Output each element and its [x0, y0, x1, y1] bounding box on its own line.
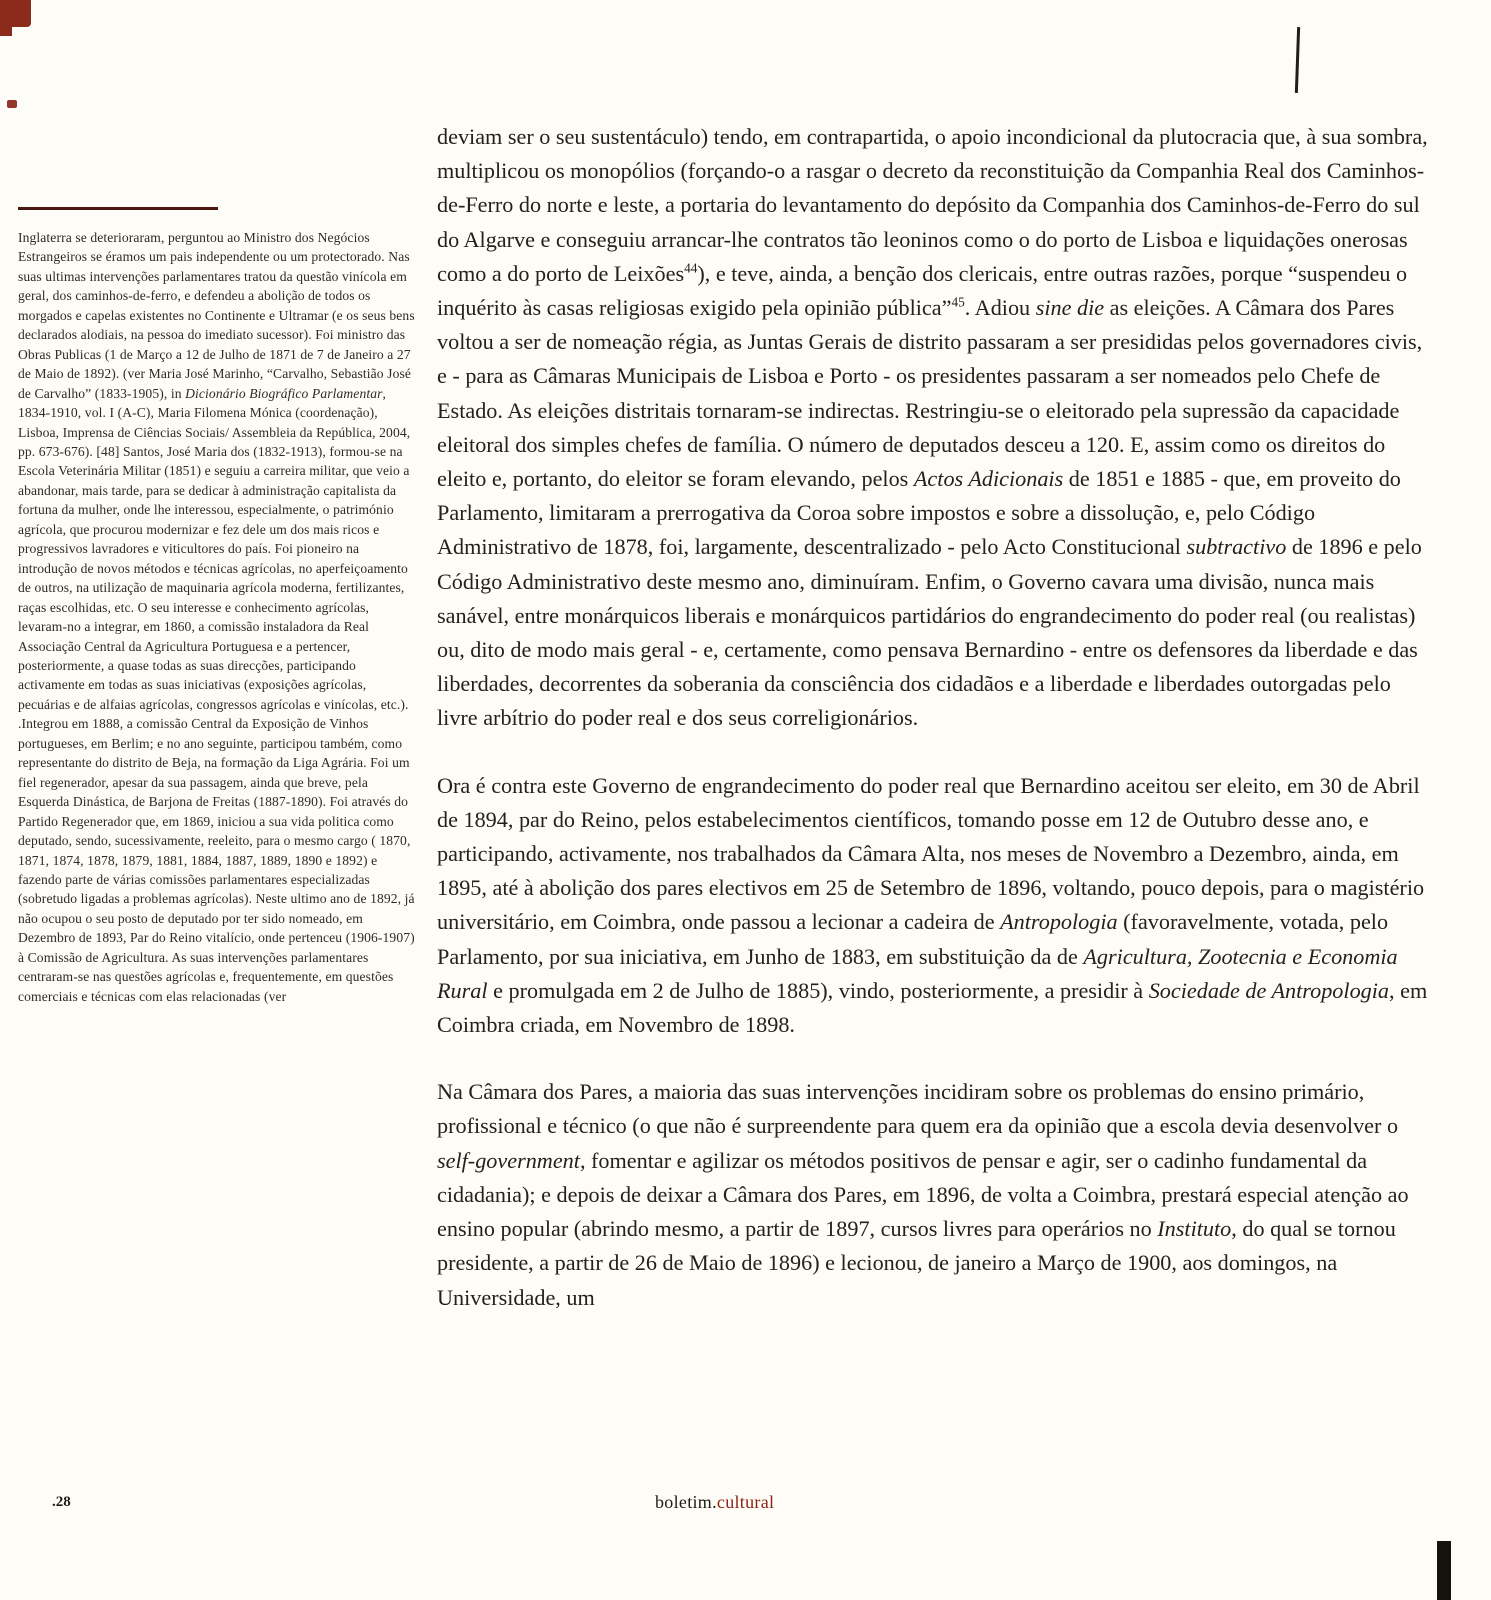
- scan-artifact-top-left-corner: [0, 0, 31, 27]
- body-text-column: [437, 120, 1435, 1348]
- journal-title-black: boletim.: [655, 1492, 717, 1512]
- paragraph: Na Câmara dos Pares, a maioria das suas intervenções incidiram sobre os problemas do ensino primário, profissional e técnico (o que não é surpreendente para quem era da opinião que a escola devia desenvolver o self-government, fomentar e agilizar os métodos positivos de pensar e agir, ser o cadinho fundamental da cidadania); e depois de deixar a Câmara dos Pares, em 1896, de volta a Coimbra, prestará especial atenção ao ensino popular (abrindo mesmo, a partir de 1897, cursos livres para operários no Instituto, do qual se tornou presidente, a partir de 26 de Maio de 1896) e lecionou, de janeiro a Março de 1900, aos domingos, na Universidade, um: [437, 1079, 1409, 1310]
- scan-artifact-bottom-right-bar: [1437, 1541, 1451, 1600]
- page-number: .28: [52, 1494, 71, 1510]
- journal-title-red: cultural: [716, 1492, 775, 1512]
- paragraph: Ora é contra este Governo de engrandecimento do poder real que Bernardino aceitou ser eleito, em 30 de Abril de 1894, par do Reino, pelos estabelecimentos científicos, tomando posse em 12 de Outubro desse ano, e participando, activamente, nos trabalhados da Câmara Alta, nos meses de Novembro a Dezembro, ainda, em 1895, até à abolição dos pares electivos em 25 de Setembro de 1896, voltando, pouco depois, para o magistério universitário, em Coimbra, onde passou a lecionar a cadeira de Antropologia (favoravelmente, votada, pelo Parlamento, por sua iniciativa, em Junho de 1883, em substituição da de Agricultura, Zootecnia e Economia Rural e promulgada em 2 de Julho de 1885), vindo, posteriormente, a presidir à Sociedade de Antropologia, em Coimbra criada, em Novembro de 1898.: [437, 772, 1428, 1038]
- scan-artifact-left-edge-dash: [7, 100, 17, 108]
- scan-artifact-top-right-line: [1295, 27, 1300, 93]
- paragraph: deviam ser o seu sustentáculo) tendo, em contrapartida, o apoio incondicional da plutocracia que, à sua sombra, multiplicou os monopólios (forçando-o a rasgar o decreto da reconstituição da Companhia Real dos Caminhos-de-Ferro do norte e leste, a portaria do levantamento do depósito da Companhia dos Caminhos-de-Ferro do sul do Algarve e conseguiu arrancar-lhe contratos tão leoninos como o do porto de Lisboa e liquidações onerosas como a do porto de Leixões$^{44}$), e teve, ainda, a benção dos clericais, entre outras razões, porque “suspendeu o inquérito às casas religiosas exigido pela opinião pública”$^{45}$. Adiou sine die as eleições. A Câmara dos Pares voltou a ser de nomeação régia, as Juntas Gerais de distrito passaram a ser presididas pelos governadores civis, e - para as Câmaras Municipais de Lisboa e Porto - os presidentes passaram a ser nomeados pelo Chefe de Estado. As eleições distritais tornaram-se indirectas. Restringiu-se o eleitorado pela supressão da capacidade eleitoral dos simples chefes de família. O número de deputados desceu a 120. E, assim como os direitos do eleito e, portanto, do eleitor se foram elevando, pelos Actos Adicionais de 1851 e 1885 - que, em proveito do Parlamento, limitaram a prerrogativa da Coroa sobre impostos e sobre a dissolução, e, pelo Código Administrativo de 1878, foi, largamente, descentralizado - pelo Acto Constitucional subtractivo de 1896 e pelo Código Administrativo deste mesmo ano, diminuíram. Enfim, o Governo cavara uma divisão, nunca mais sanável, entre monárquicos liberais e monárquicos partidários do engrandecimento do poder real (ou realistas) ou, dito de modo mais geral - e, certamente, como pensava Bernardino - entre os defensores da liberdade e das liberdades, decorrentes da soberania da consciência dos cidadãos e a liberdade e liberdades outorgadas pelo livre arbítrio do poder real e dos seus correligionários.: [437, 124, 1428, 731]
- journal-title: [655, 1492, 774, 1513]
- footnote-separator-rule: [18, 207, 218, 210]
- footnote-column: Inglaterra se deterioraram, perguntou ao Ministro dos Negócios Estrangeiros se éramos um pais independente ou um protectorado. Nas suas ultimas intervenções parlamentares tratou da questão vinícola em geral, dos caminhos-de-ferro, e defendeu a abolição de todos os morgados e capelas existentes no Continente e Ultramar (e os seus bens declarados alodiais, na pessoa do imediato sucessor). Foi ministro das Obras Publicas (1 de Março a 12 de Julho de 1871 de 7 de Janeiro a 27 de Maio de 1892). (ver Maria José Marinho, “Carvalho, Sebastião José de Carvalho” (1833-1905), in Dicionário Biográfico Parlamentar, 1834-1910, vol. I (A-C), Maria Filomena Mónica (coordenação), Lisboa, Imprensa de Ciências Sociais/ Assembleia da República, 2004, pp. 673-676). [48] Santos, José Maria dos (1832-1913), formou-se na Escola Veterinária Militar (1851) e seguiu a carreira militar, que veio a abandonar, mais tarde, para se dedicar à administração capitalista da fortuna da mulher, onde lhe interessou, especialmente, o património agrícola, que procurou modernizar e fez dele um dos mais ricos e progressivos lavradores e viticultores do país. Foi pioneiro na introdução de novos métodos e técnicas agrícolas, no aperfeiçoamento de outros, na utilização de maquinaria agrícola moderna, fertilizantes, raças escolhidas, etc. O seu interesse e conhecimento agrícolas, levaram-no a integrar, em 1860, a comissão instaladora da Real Associação Central da Agricultura Portuguesa e a pertencer, posteriormente, a quase todas as suas direcções, participando activamente em todas as suas iniciativas (exposições agrícolas, pecuárias e de alfaias agrícolas, congressos agrícolas e vinícolas, etc.). .Integrou em 1888, a comissão Central da Exposição de Vinhos portugueses, em Berlim; e no ano seguinte, participou também, como representante do distrito de Beja, na formação da Liga Agrária. Foi um fiel regenerador, apesar da sua passagem, ainda que breve, pela Esquerda Dinástica, de Barjona de Freitas (1887-1890). Foi através do Partido Regenerador que, em 1869, iniciou a sua vida politica como deputado, sendo, sucessivamente, reeleito, para o mesmo cargo ( 1870, 1871, 1874, 1878, 1879, 1881, 1884, 1887, 1889, 1890 e 1892) e fazendo parte de várias comissões parlamentares especializadas (sobretudo ligadas a problemas agrícolas). Neste ultimo ano de 1892, já não ocupou o seu posto de deputado por ter sido nomeado, em Dezembro de 1893, Par do Reino vitalício, onde pertenceu (1906-1907) à Comissão de Agricultura. As suas intervenções parlamentares centraram-se nas questões agrícolas e, frequentemente, em questões comerciais e técnicas com elas relacionadas (ver: [18, 230, 415, 1004]
